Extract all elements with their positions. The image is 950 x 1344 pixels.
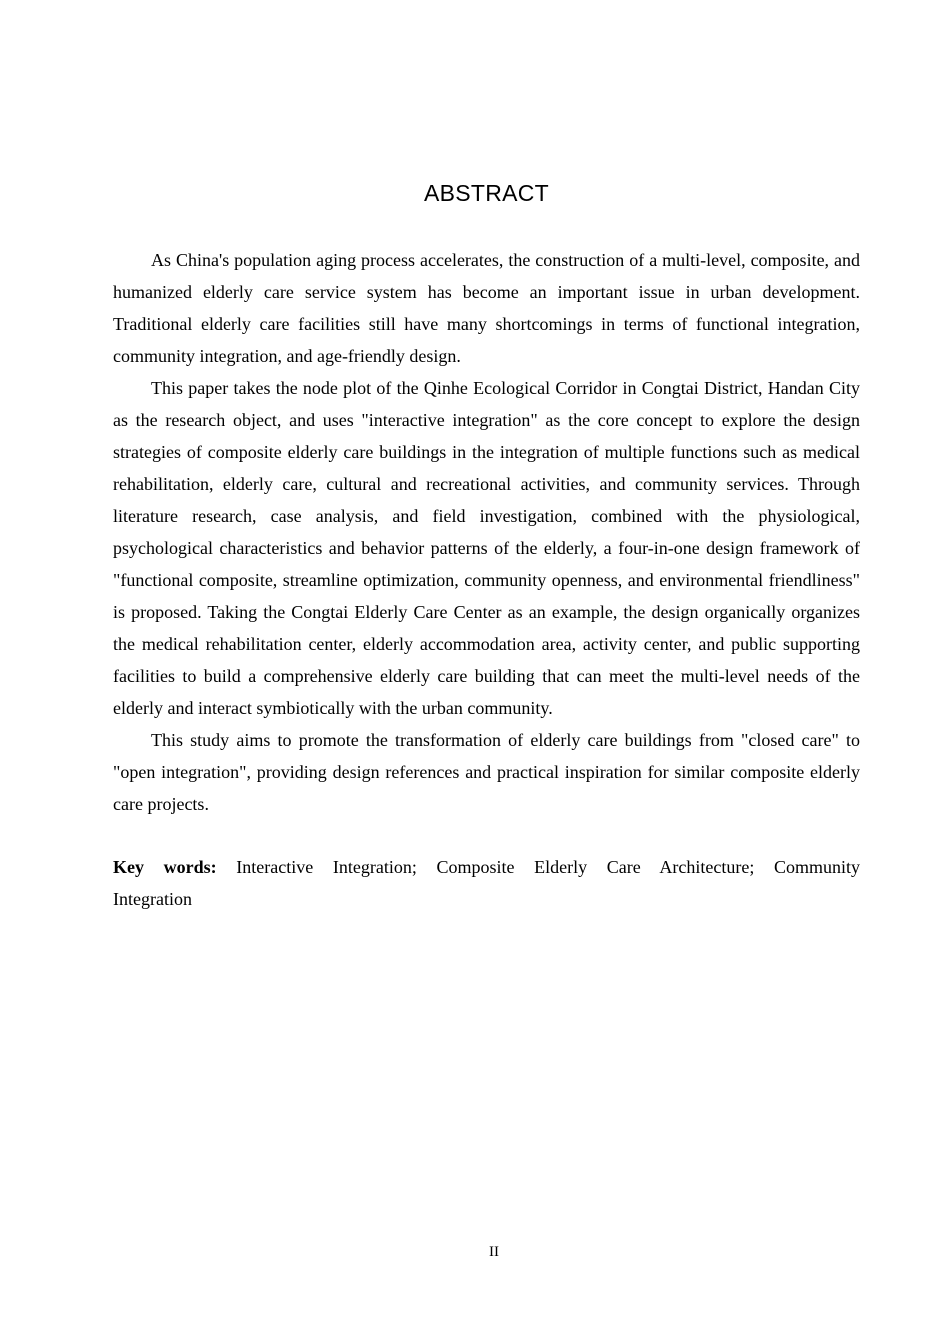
page-number: II: [489, 1244, 499, 1260]
keywords-label: Key words:: [113, 857, 217, 877]
abstract-paragraph-3: This study aims to promote the transformation of elderly care buildings from "closed care" to "open integration", providing design references and practical inspiration for similar composite elderly care projects.: [113, 730, 860, 814]
abstract-paragraph-1: As China's population aging process accelerates, the construction of a multi-level, composite, and humanized elderly care service system has become an important issue in urban development. Traditional elderly care facilities still have many shortcomings in terms of functional integration, community integration, and age-friendly design.: [113, 250, 860, 366]
abstract-body: [113, 244, 860, 820]
keywords-text: Interactive Integration; Composite Elderly Care Architecture; Community Integration: [113, 857, 860, 909]
keywords-block: [113, 851, 860, 915]
abstract-title: ABSTRACT: [423, 180, 550, 206]
abstract-paragraph-2: This paper takes the node plot of the Qinhe Ecological Corridor in Congtai District, Handan City as the research object, and uses "interactive integration" as the core concept to explore the design strategies of composite elderly care buildings in the integration of multiple functions such as medical rehabilitation, elderly care, cultural and recreational activities, and community services. Through literature research, case analysis, and field investigation, combined with the physiological, psychological characteristics and behavior patterns of the elderly, a four-in-one design framework of "functional composite, streamline optimization, community openness, and environmental friendliness" is proposed. Taking the Congtai Elderly Care Center as an example, the design organically organizes the medical rehabilitation center, elderly accommodation area, activity center, and public supporting facilities to build a comprehensive elderly care building that can meet the multi-level needs of the elderly and interact symbiotically with the urban community.: [113, 378, 860, 718]
